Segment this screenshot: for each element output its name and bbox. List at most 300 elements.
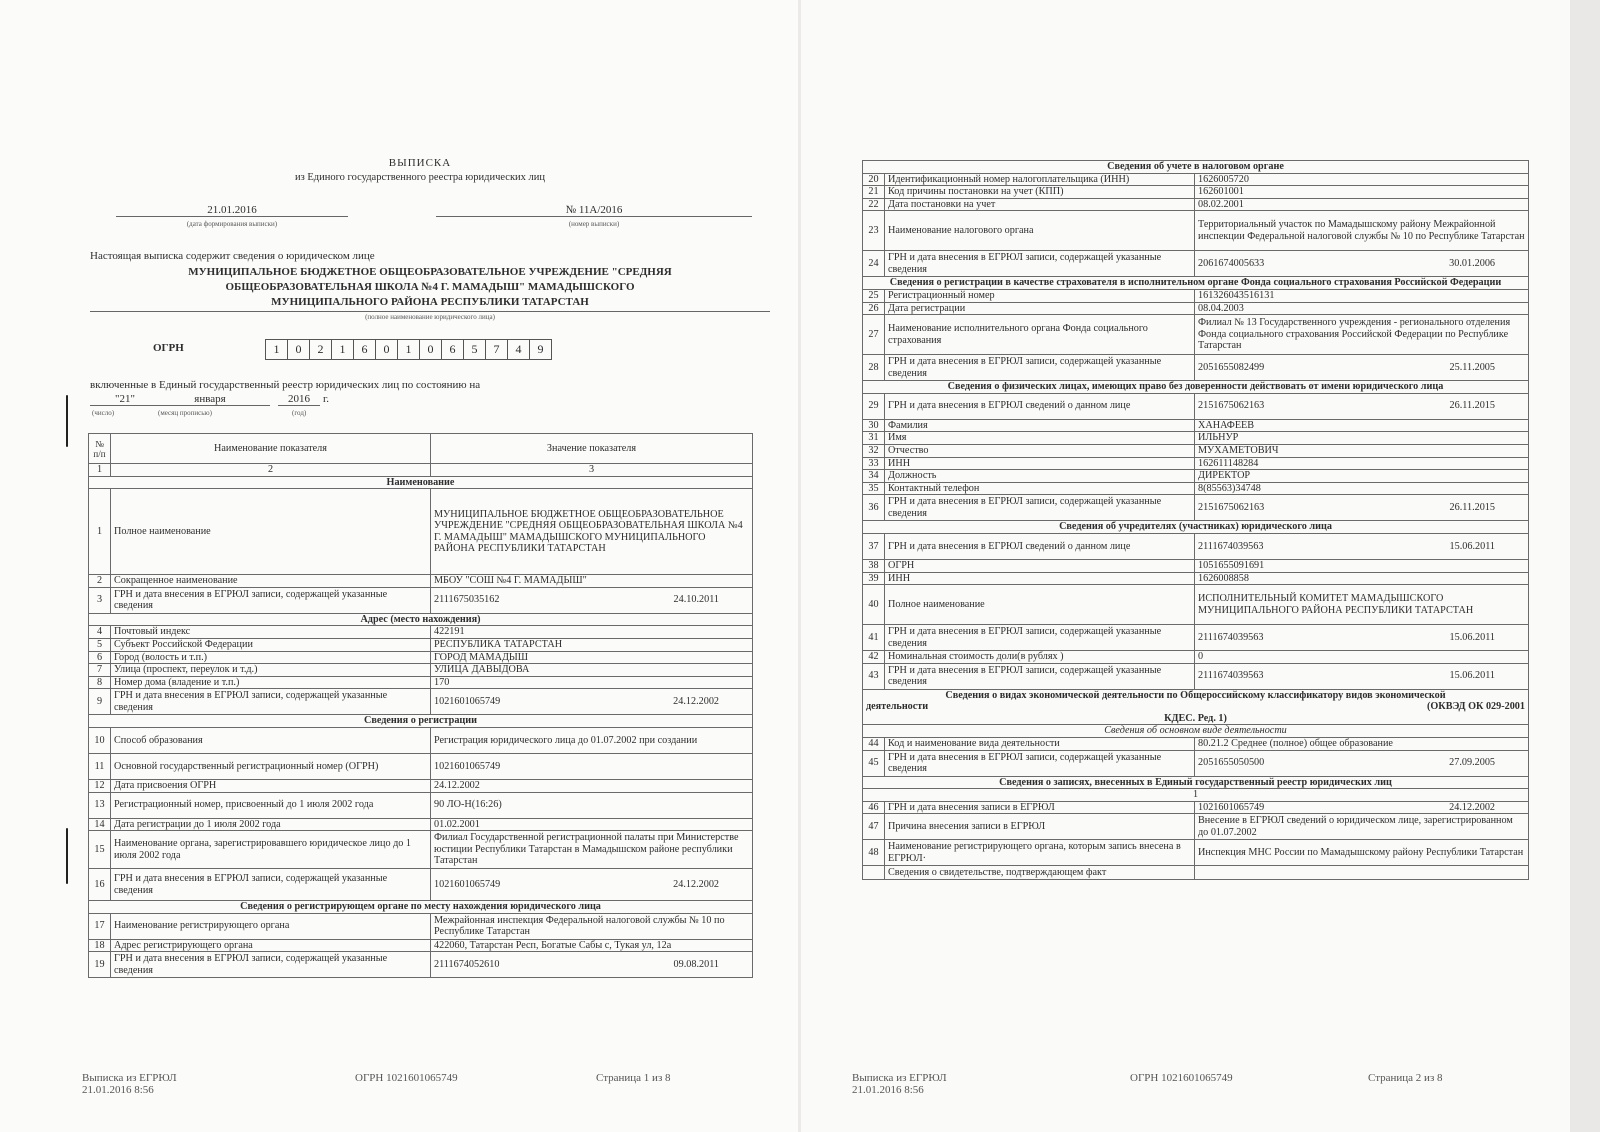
extract-date-caption: (дата формирования выписки): [186, 220, 278, 228]
indicator-name: ГРН и дата внесения в ЕГРЮЛ записи, содержащей указанные сведения: [111, 869, 431, 901]
row-number: 7: [89, 664, 111, 677]
indicator-name: Регистрационный номер: [885, 289, 1195, 302]
indicator-value: 1626005720: [1195, 173, 1529, 186]
row-number: 11: [89, 753, 111, 779]
row-number: 36: [863, 495, 885, 521]
table-row: [863, 315, 1529, 355]
table-row: [863, 186, 1529, 199]
table-index-row: [89, 464, 753, 477]
egrul-table-page1: [88, 433, 753, 978]
row-number: 5: [89, 638, 111, 651]
state-month: января: [150, 393, 270, 406]
grn-with-date: [1198, 400, 1525, 412]
footer-left-page1: [82, 1072, 177, 1096]
indicator-value: 1626008858: [1195, 572, 1529, 585]
extract-date: 21.01.2016: [116, 204, 348, 217]
state-year-suffix: г.: [323, 393, 330, 405]
ogrn-digit-box: 0: [287, 339, 310, 360]
indicator-value: РЕСПУБЛИКА ТАТАРСТАН: [431, 638, 753, 651]
row-number: 14: [89, 818, 111, 831]
table-row: [89, 676, 753, 689]
indicator-value: 422191: [431, 626, 753, 639]
row-number: 39: [863, 572, 885, 585]
caption-day: (число): [92, 409, 115, 417]
section-title: 1: [863, 789, 1529, 802]
grn-number: 2111674052610: [434, 959, 500, 971]
ogrn-digits: [266, 339, 552, 360]
indicator-value: МУХАМЕТОВИЧ: [1195, 444, 1529, 457]
okved-line: Сведения о видах экономической деятельности по Общероссийскому классификатору видов экономической: [945, 689, 1446, 701]
grn-number: 2061674005633: [1198, 258, 1265, 270]
table-row: [89, 753, 753, 779]
row-number: 44: [863, 738, 885, 751]
footer-page-number-2: Страница 2 из 8: [1368, 1072, 1443, 1084]
indicator-value: Внесение в ЕГРЮЛ сведений о юридическом лице, зарегистрированном до 01.07.2002: [1195, 814, 1529, 840]
indicator-value: [431, 952, 753, 978]
table-row: [89, 664, 753, 677]
indicator-name: Город (волость и т.п.): [111, 651, 431, 664]
table-row: [863, 457, 1529, 470]
table-row: [863, 393, 1529, 419]
row-number: 45: [863, 750, 885, 776]
indicator-name: Дата регистрации до 1 июля 2002 года: [111, 818, 431, 831]
grn-date: 30.01.2006: [1449, 258, 1495, 270]
table-row: [89, 626, 753, 639]
indicator-value: МУНИЦИПАЛЬНОЕ БЮДЖЕТНОЕ ОБЩЕОБРАЗОВАТЕЛЬНОЕ УЧРЕЖДЕНИЕ "СРЕДНЯЯ ОБЩЕОБРАЗОВАТЕЛЬНАЯ ШКОЛА №4 Г. МАМАДЫШ" МАМАДЫШСКОГО МУНИЦИПАЛЬНОГО РАЙОНА РЕСПУБЛИКИ ТАТАРСТАН: [431, 489, 753, 575]
indicator-value: [1195, 866, 1529, 880]
indicator-name: ГРН и дата внесения в ЕГРЮЛ записи, содержащей указанные сведения: [111, 952, 431, 978]
indicator-name: Сокращенное наименование: [111, 575, 431, 588]
footer-title: Выписка из ЕГРЮЛ: [852, 1072, 947, 1084]
grn-number: 2111675035162: [434, 594, 500, 606]
org-name-line: ОБЩЕОБРАЗОВАТЕЛЬНАЯ ШКОЛА №4 Г. МАМАДЫШ" МАМАДЫШСКОГО: [225, 281, 635, 293]
grn-number: 2111674039563: [1198, 670, 1264, 682]
included-text: включенные в Единый государственный реестр юридических лиц по состоянию на: [90, 379, 481, 391]
indicator-value: Филиал № 13 Государственного учреждения - регионального отделения Фонда социального страхования Российской Федерации по Республике Татарстан: [1195, 315, 1529, 355]
ogrn-digit-box: 1: [265, 339, 288, 360]
indicator-name: Основной государственный регистрационный номер (ОГРН): [111, 753, 431, 779]
row-number: 15: [89, 831, 111, 869]
grn-number: 2051655082499: [1198, 361, 1265, 373]
caption-year: (год): [292, 409, 307, 417]
section-title: Сведения о физических лицах, имеющих право без доверенности действовать от имени юридического лица: [863, 381, 1529, 394]
indicator-name: ГРН и дата внесения в ЕГРЮЛ записи, содержащей указанные сведения: [885, 355, 1195, 381]
table-row: [863, 419, 1529, 432]
indicator-name: Регистрационный номер, присвоенный до 1 июля 2002 года: [111, 792, 431, 818]
footer-ogrn-page1: ОГРН 1021601065749: [355, 1072, 458, 1084]
header-value: Значение показателя: [431, 434, 753, 464]
row-number: 26: [863, 302, 885, 315]
grn-number: 2151675062163: [1198, 502, 1265, 514]
grn-with-date: [1198, 670, 1525, 682]
ogrn-digit-box: 7: [485, 339, 508, 360]
column-index: 1: [89, 464, 111, 477]
indicator-value: УЛИЦА ДАВЫДОВА: [431, 664, 753, 677]
grn-number: 1021601065749: [434, 696, 501, 708]
indicator-name: Код причины постановки на учет (КПП): [885, 186, 1195, 199]
row-number: 16: [89, 869, 111, 901]
indicator-name: Фамилия: [885, 419, 1195, 432]
section-title: Сведения о регистрирующем органе по месту нахождения юридического лица: [89, 901, 753, 914]
row-number: 17: [89, 913, 111, 939]
indicator-value: [1195, 750, 1529, 776]
indicator-value: [1195, 533, 1529, 559]
table-row: [863, 840, 1529, 866]
pen-mark: [66, 395, 68, 447]
section-row: [863, 521, 1529, 534]
section-row: [863, 277, 1529, 290]
egrul-table-page2: [862, 160, 1529, 880]
indicator-value: Регистрация юридического лица до 01.07.2002 при создании: [431, 727, 753, 753]
indicator-name: Наименование регистрирующего органа, которым запись внесена в ЕГРЮЛ·: [885, 840, 1195, 866]
table-row: [863, 625, 1529, 651]
section-row: [89, 901, 753, 914]
indicator-value: 1051655091691: [1195, 559, 1529, 572]
indicator-name: Почтовый индекс: [111, 626, 431, 639]
row-number: 25: [863, 289, 885, 302]
indicator-name: Номинальная стоимость доли(в рублях ): [885, 651, 1195, 664]
row-number: 27: [863, 315, 885, 355]
org-name-caption: (полное наименование юридического лица): [365, 313, 495, 321]
section-row: [863, 725, 1529, 738]
grn-with-date: [434, 879, 749, 891]
table-row: [863, 173, 1529, 186]
indicator-name: ГРН и дата внесения в ЕГРЮЛ записи, содержащей указанные сведения: [885, 495, 1195, 521]
table-row: [863, 198, 1529, 211]
indicator-name: Имя: [885, 432, 1195, 445]
indicator-name: Отчество: [885, 444, 1195, 457]
grn-number: 2151675062163: [1198, 400, 1265, 412]
table-row: [863, 355, 1529, 381]
indicator-value: 422060, Татарстан Респ, Богатые Сабы с, Тукая ул, 12а: [431, 939, 753, 952]
row-number: 19: [89, 952, 111, 978]
row-number: 34: [863, 470, 885, 483]
indicator-value: МБОУ "СОШ №4 Г. МАМАДЫШ": [431, 575, 753, 588]
grn-with-date: [1198, 632, 1525, 644]
grn-with-date: [1198, 362, 1525, 374]
table-row: [863, 470, 1529, 483]
table-row: [863, 302, 1529, 315]
row-number: 13: [89, 792, 111, 818]
footer-left-page2: [852, 1072, 947, 1096]
indicator-name: ГРН и дата внесения в ЕГРЮЛ записи, содержащей указанные сведения: [885, 625, 1195, 651]
row-number: 32: [863, 444, 885, 457]
okved-section-title: [863, 689, 1529, 725]
row-number: 20: [863, 173, 885, 186]
grn-with-date: [434, 594, 749, 606]
table-row: [89, 831, 753, 869]
section-row: [863, 776, 1529, 789]
section-title: Адрес (место нахождения): [89, 613, 753, 626]
table-row: [89, 638, 753, 651]
row-number: [863, 866, 885, 880]
section-row: [863, 161, 1529, 174]
indicator-name: Наименование налогового органа: [885, 211, 1195, 251]
ogrn-digit-box: 9: [529, 339, 552, 360]
table-row: [89, 939, 753, 952]
grn-number: 1021601065749: [434, 878, 501, 890]
grn-with-date: [434, 696, 749, 708]
indicator-name: ГРН и дата внесения в ЕГРЮЛ сведений о данном лице: [885, 393, 1195, 419]
indicator-name: Сведения о свидетельстве, подтверждающем факт: [885, 866, 1195, 880]
indicator-value: [431, 587, 753, 613]
footer-date: 21.01.2016 8:56: [82, 1084, 154, 1096]
section-title: Сведения об учредителях (участниках) юридического лица: [863, 521, 1529, 534]
row-number: 29: [863, 393, 885, 419]
grn-with-date: [1198, 757, 1525, 769]
table-row: [863, 663, 1529, 689]
org-name-line: МУНИЦИПАЛЬНОЕ БЮДЖЕТНОЕ ОБЩЕОБРАЗОВАТЕЛЬНОЕ УЧРЕЖДЕНИЕ "СРЕДНЯЯ: [188, 266, 672, 278]
indicator-value: 08.02.2001: [1195, 198, 1529, 211]
indicator-name: Контактный телефон: [885, 482, 1195, 495]
grn-date: 09.08.2011: [673, 959, 719, 971]
indicator-value: Межрайонная инспекция Федеральной налоговой службы № 10 по Республике Татарстан: [431, 913, 753, 939]
divider: [90, 311, 770, 312]
row-number: 43: [863, 663, 885, 689]
row-number: 2: [89, 575, 111, 588]
footer-date: 21.01.2016 8:56: [852, 1084, 924, 1096]
grn-date: 15.06.2011: [1449, 670, 1495, 682]
table-row: [89, 575, 753, 588]
grn-with-date: [1198, 541, 1525, 553]
doc-title: ВЫПИСКА: [388, 157, 452, 169]
row-number: 22: [863, 198, 885, 211]
okved-line: [866, 701, 1525, 713]
indicator-value: ХАНАФЕЕВ: [1195, 419, 1529, 432]
table-row: [863, 750, 1529, 776]
grn-number: 1021601065749: [1198, 801, 1265, 813]
table-row: [863, 814, 1529, 840]
indicator-value: ДИРЕКТОР: [1195, 470, 1529, 483]
indicator-name: Полное наименование: [111, 489, 431, 575]
column-index: 3: [431, 464, 753, 477]
row-number: 8: [89, 676, 111, 689]
indicator-value: 24.12.2002: [431, 779, 753, 792]
indicator-name: ГРН и дата внесения в ЕГРЮЛ записи, содержащей указанные сведения: [111, 689, 431, 715]
grn-number: 2111674039563: [1198, 631, 1264, 643]
org-name-line: МУНИЦИПАЛЬНОГО РАЙОНА РЕСПУБЛИКИ ТАТАРСТАН: [271, 296, 589, 308]
row-number: 38: [863, 559, 885, 572]
ogrn-digit-box: 0: [419, 339, 442, 360]
table-row: [89, 869, 753, 901]
indicator-value: [1195, 495, 1529, 521]
section-title: Сведения об учете в налоговом органе: [863, 161, 1529, 174]
indicator-name: Причина внесения записи в ЕГРЮЛ: [885, 814, 1195, 840]
table-row: [863, 211, 1529, 251]
indicator-name: ГРН и дата внесения в ЕГРЮЛ записи, содержащей указанные сведения: [885, 251, 1195, 277]
table-row: [89, 651, 753, 664]
indicator-name: ИНН: [885, 457, 1195, 470]
header-number: № п/п: [89, 434, 111, 464]
indicator-value: [1195, 625, 1529, 651]
indicator-name: Субъект Российской Федерации: [111, 638, 431, 651]
pen-mark: [66, 828, 68, 884]
indicator-name: Адрес регистрирующего органа: [111, 939, 431, 952]
row-number: 41: [863, 625, 885, 651]
section-row: [863, 789, 1529, 802]
row-number: 42: [863, 651, 885, 664]
section-title: Сведения о регистрации: [89, 715, 753, 728]
grn-with-date: [1198, 802, 1525, 814]
ogrn-digit-box: 1: [331, 339, 354, 360]
indicator-name: Способ образования: [111, 727, 431, 753]
indicator-value: 161326043516131: [1195, 289, 1529, 302]
indicator-value: 8(85563)34748: [1195, 482, 1529, 495]
indicator-value: 1021601065749: [431, 753, 753, 779]
table-row: [863, 432, 1529, 445]
table-header-row: [89, 434, 753, 464]
indicator-value: 08.04.2003: [1195, 302, 1529, 315]
ogrn-digit-box: 6: [353, 339, 376, 360]
row-number: 33: [863, 457, 885, 470]
caption-month: (месяц прописью): [158, 409, 212, 417]
indicator-name: Код и наименование вида деятельности: [885, 738, 1195, 751]
footer-page-number-1: Страница 1 из 8: [596, 1072, 671, 1084]
row-number: 18: [89, 939, 111, 952]
ogrn-digit-box: 2: [309, 339, 332, 360]
indicator-value: 170: [431, 676, 753, 689]
indicator-name: ОГРН: [885, 559, 1195, 572]
indicator-name: ГРН и дата внесения в ЕГРЮЛ сведений о данном лице: [885, 533, 1195, 559]
indicator-value: ИЛЬНУР: [1195, 432, 1529, 445]
row-number: 31: [863, 432, 885, 445]
org-full-name: [90, 265, 770, 310]
extract-number: № 11А/2016: [436, 204, 752, 217]
section-row: [89, 613, 753, 626]
indicator-name: Наименование регистрирующего органа: [111, 913, 431, 939]
indicator-name: ИНН: [885, 572, 1195, 585]
indicator-name: Дата присвоения ОГРН: [111, 779, 431, 792]
indicator-value: [1195, 355, 1529, 381]
table-row: [863, 572, 1529, 585]
section-row: [863, 381, 1529, 394]
row-number: 6: [89, 651, 111, 664]
table-row: [863, 289, 1529, 302]
section-row: [863, 689, 1529, 725]
ogrn-label: ОГРН: [153, 342, 184, 354]
intro-text: Настоящая выписка содержит сведения о юридическом лице: [90, 250, 375, 262]
state-year: 2016: [278, 393, 320, 406]
indicator-value: ГОРОД МАМАДЫШ: [431, 651, 753, 664]
row-number: 1: [89, 489, 111, 575]
table-row: [89, 779, 753, 792]
indicator-value: Инспекция МНС России по Мамадышскому району Республики Татарстан: [1195, 840, 1529, 866]
indicator-value: 0: [1195, 651, 1529, 664]
grn-date: 24.12.2002: [1449, 801, 1495, 813]
row-number: 12: [89, 779, 111, 792]
table-row: [89, 587, 753, 613]
table-row: [89, 689, 753, 715]
grn-number: 2111674039563: [1198, 540, 1264, 552]
indicator-value: Территориальный участок по Мамадышскому району Межрайонной инспекции Федеральной налоговой службы № 10 по Республике Татарстан: [1195, 211, 1529, 251]
okved-line: КДЕС. Ред. 1): [1164, 712, 1227, 724]
doc-subtitle: из Единого государственного реестра юридических лиц: [294, 172, 546, 183]
grn-date: 24.12.2002: [673, 878, 719, 890]
table-row: [863, 251, 1529, 277]
indicator-name: Идентификационный номер налогоплательщика (ИНН): [885, 173, 1195, 186]
page-fold: [798, 0, 801, 1132]
grn-date: 27.09.2005: [1449, 757, 1495, 769]
indicator-name: Должность: [885, 470, 1195, 483]
row-number: 40: [863, 585, 885, 625]
indicator-name: Дата постановки на учет: [885, 198, 1195, 211]
grn-number: 2051655050500: [1198, 757, 1265, 769]
extract-number-caption: (номер выписки): [568, 220, 620, 228]
indicator-value: Филиал Государственной регистрационной палаты при Министерстве юстиции Республики Татарстан в Мамадышском районе республики Татарстан: [431, 831, 753, 869]
indicator-value: 162601001: [1195, 186, 1529, 199]
row-number: 21: [863, 186, 885, 199]
table-row: [89, 913, 753, 939]
grn-with-date: [1198, 502, 1525, 514]
grn-with-date: [434, 959, 749, 971]
footer-title: Выписка из ЕГРЮЛ: [82, 1072, 177, 1084]
indicator-value: [1195, 663, 1529, 689]
row-number: 47: [863, 814, 885, 840]
indicator-name: ГРН и дата внесения в ЕГРЮЛ записи, содержащей указанные сведения: [885, 663, 1195, 689]
column-index: 2: [111, 464, 431, 477]
row-number: 23: [863, 211, 885, 251]
table-row: [863, 559, 1529, 572]
section-title: Сведения об основном виде деятельности: [863, 725, 1529, 738]
indicator-name: ГРН и дата внесения в ЕГРЮЛ записи, содержащей указанные сведения: [111, 587, 431, 613]
table-row: [863, 585, 1529, 625]
grn-date: 15.06.2011: [1449, 540, 1495, 552]
table-row: [863, 738, 1529, 751]
row-number: 48: [863, 840, 885, 866]
indicator-name: ГРН и дата внесения в ЕГРЮЛ записи, содержащей указанные сведения: [885, 750, 1195, 776]
grn-date: 24.10.2011: [673, 594, 719, 606]
ogrn-digit-box: 1: [397, 339, 420, 360]
table-row: [863, 533, 1529, 559]
header-name: Наименование показателя: [111, 434, 431, 464]
table-row: [89, 489, 753, 575]
ogrn-digit-box: 4: [507, 339, 530, 360]
scan-edge: [1570, 0, 1600, 1132]
table-row: [89, 818, 753, 831]
footer-ogrn-page2: ОГРН 1021601065749: [1130, 1072, 1233, 1084]
section-title: Сведения о регистрации в качестве страхователя в исполнительном органе Фонда социального страхования Российской Федерации: [863, 277, 1529, 290]
row-number: 30: [863, 419, 885, 432]
indicator-name: Дата регистрации: [885, 302, 1195, 315]
indicator-value: [431, 689, 753, 715]
grn-date: 24.12.2002: [673, 696, 719, 708]
indicator-value: 162611148284: [1195, 457, 1529, 470]
section-title: Сведения о записях, внесенных в Единый государственный реестр юридических лиц: [863, 776, 1529, 789]
table-row: [89, 952, 753, 978]
indicator-name: ГРН и дата внесения записи в ЕГРЮЛ: [885, 801, 1195, 814]
row-number: 35: [863, 482, 885, 495]
indicator-value: [1195, 393, 1529, 419]
grn-date: 25.11.2005: [1449, 361, 1495, 373]
row-number: 28: [863, 355, 885, 381]
indicator-value: ИСПОЛНИТЕЛЬНЫЙ КОМИТЕТ МАМАДЫШСКОГО МУНИЦИПАЛЬНОГО РАЙОНА РЕСПУБЛИКИ ТАТАРСТАН: [1195, 585, 1529, 625]
indicator-value: [1195, 251, 1529, 277]
okved-code: (ОКВЭД ОК 029-2001: [1426, 701, 1525, 713]
table-row: [89, 792, 753, 818]
ogrn-digit-box: 6: [441, 339, 464, 360]
grn-date: 26.11.2015: [1449, 502, 1495, 514]
indicator-value: [431, 869, 753, 901]
row-number: 24: [863, 251, 885, 277]
indicator-value: [1195, 801, 1529, 814]
section-row: [89, 476, 753, 489]
row-number: 46: [863, 801, 885, 814]
indicator-name: Номер дома (владение и т.п.): [111, 676, 431, 689]
grn-date: 26.11.2015: [1449, 400, 1495, 412]
row-number: 37: [863, 533, 885, 559]
table-row: [89, 727, 753, 753]
ogrn-digit-box: 5: [463, 339, 486, 360]
